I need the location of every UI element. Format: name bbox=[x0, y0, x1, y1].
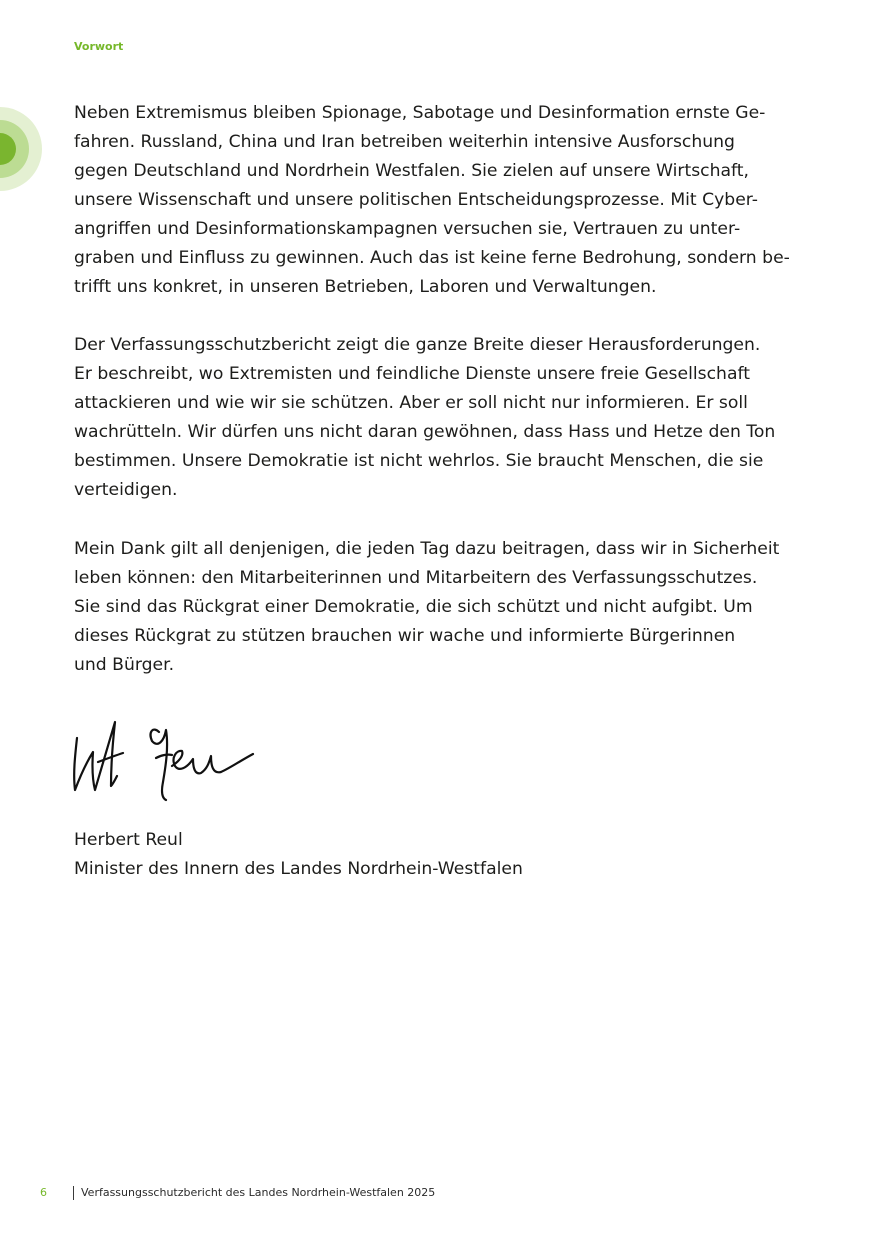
text-line: Der Verfassungsschutzbericht zeigt die ganze Breite dieser Herausforderungen. bbox=[74, 335, 761, 355]
text-line: trifft uns konkret, in unseren Betrieben, Laboren und Verwaltungen. bbox=[74, 277, 657, 297]
text-line: Sie sind das Rückgrat einer Demokratie, die sich schützt und nicht aufgibt. Um bbox=[74, 597, 753, 617]
text-line: angriffen und Desinformationskampagnen versuchen sie, Vertrauen zu unter- bbox=[74, 219, 741, 239]
text-line: und Bürger. bbox=[74, 655, 175, 675]
page-number: 6 bbox=[40, 1186, 47, 1199]
text-line: wachrütteln. Wir dürfen uns nicht daran gewöhnen, dass Hass und Hetze den Ton bbox=[74, 422, 776, 442]
text-line: Mein Dank gilt all denjenigen, die jeden Tag dazu beitragen, dass wir in Sicherheit bbox=[74, 539, 780, 559]
footer-publication-title: Verfassungsschutzbericht des Landes Nordrhein-Westfalen 2025 bbox=[81, 1186, 436, 1199]
text-line: gegen Deutschland und Nordrhein Westfalen. Sie zielen auf unsere Wirtschaft, bbox=[74, 161, 749, 181]
text-line: Er beschreibt, wo Extremisten und feindliche Dienste unsere freie Gesellschaft bbox=[74, 364, 750, 384]
text-line: fahren. Russland, China und Iran betreiben weiterhin intensive Ausforschung bbox=[74, 132, 735, 152]
paragraph-1 bbox=[74, 99, 790, 302]
paragraph-2 bbox=[74, 331, 775, 505]
text-line: attackieren und wie wir sie schützen. Aber er soll nicht nur informieren. Er soll bbox=[74, 393, 748, 413]
text-line: verteidigen. bbox=[74, 480, 178, 500]
paragraph-3 bbox=[74, 535, 779, 680]
text-line: Neben Extremismus bleiben Spionage, Sabotage und Desinformation ernste Ge- bbox=[74, 103, 766, 123]
text-line: unsere Wissenschaft und unsere politischen Entscheidungsprozesse. Mit Cyber- bbox=[74, 190, 758, 210]
signatory-name: Herbert Reul bbox=[74, 830, 183, 850]
section-header: Vorwort bbox=[74, 40, 124, 53]
text-line: leben können: den Mitarbeiterinnen und Mitarbeitern des Verfassungsschutzes. bbox=[74, 568, 758, 588]
signatory-block bbox=[74, 826, 523, 884]
footer-divider bbox=[73, 1186, 74, 1200]
handwritten-signature bbox=[68, 708, 268, 806]
signatory-title: Minister des Innern des Landes Nordrhein-Westfalen bbox=[74, 859, 523, 879]
text-line: dieses Rückgrat zu stützen brauchen wir wache und informierte Bürgerinnen bbox=[74, 626, 736, 646]
text-line: bestimmen. Unsere Demokratie ist nicht wehrlos. Sie braucht Menschen, die sie bbox=[74, 451, 764, 471]
text-line: graben und Einfluss zu gewinnen. Auch das ist keine ferne Bedrohung, sondern be- bbox=[74, 248, 790, 268]
